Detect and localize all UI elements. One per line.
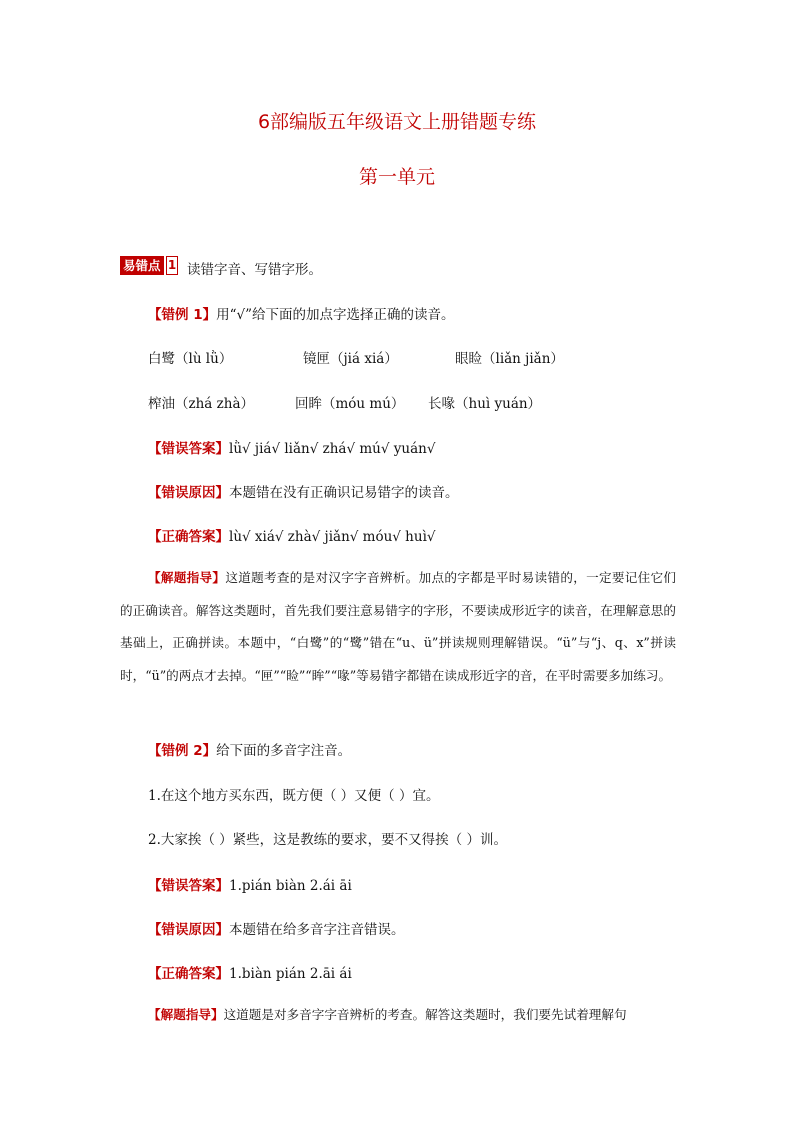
example-1-correct-answer [148, 525, 436, 545]
wrong-reason-label: 【错误原因】 [148, 485, 229, 501]
wrong-answer-label: 【错误答案】 [148, 441, 229, 457]
correct-answer-text: 1.biàn pián 2.āi ái [229, 966, 352, 982]
example-2-question: 给下面的多音字注音。 [216, 743, 352, 759]
pinyin-item: 回眸（móu mú） [295, 396, 405, 412]
pinyin-row-1 [148, 347, 564, 367]
correct-answer-label: 【正确答案】 [148, 966, 229, 982]
example-2-heading [148, 739, 351, 759]
pinyin-item: 眼睑（liǎn jiǎn） [455, 351, 564, 367]
pinyin-item: 榨油（zhá zhà） [148, 396, 255, 412]
example-2-wrong-answer [148, 874, 352, 894]
example-2-label: 【错例 2】 [148, 743, 217, 759]
wrong-reason-label: 【错误原因】 [148, 922, 229, 938]
guide-text: 这道题是对多音字字音辨析的考查。解答这类题时，我们要先试着理解句 [223, 1007, 627, 1022]
wrong-answer-text: lǜ√ jiá√ liǎn√ zhá√ mú√ yuán√ [229, 441, 436, 457]
example-1-guide [120, 562, 676, 692]
example-2-wrong-reason [148, 918, 405, 938]
example-2-guide [120, 999, 676, 1032]
guide-label: 【解题指导】 [148, 570, 226, 585]
error-point-text: 读错字音、写错字形。 [187, 262, 322, 278]
error-point-tag: 易错点 [120, 256, 164, 275]
guide-label: 【解题指导】 [148, 1007, 224, 1022]
question-1: 1.在这个地方买东西，既方便（ ）又便（ ）宜。 [148, 788, 440, 804]
wrong-answer-label: 【错误答案】 [148, 878, 229, 894]
example-1-wrong-reason [148, 481, 459, 501]
document-title: 6部编版五年级语文上册错题专练 [257, 111, 537, 133]
pinyin-item: 镜匣（jiá xiá） [303, 351, 398, 367]
error-point-number: 1 [166, 256, 178, 275]
example-1-heading [148, 303, 455, 323]
pinyin-item: 白鹭（lù lǜ） [148, 351, 233, 367]
example-1-wrong-answer [148, 437, 435, 457]
example-1-label: 【错例 1】 [148, 307, 217, 323]
unit-title: 第一单元 [358, 166, 435, 188]
question-2: 2.大家挨（ ）紧些，这是教练的要求，要不又得挨（ ）训。 [148, 832, 507, 848]
example-2-correct-answer [148, 962, 352, 982]
wrong-reason-text: 本题错在给多音字注音错误。 [229, 922, 405, 938]
pinyin-row-2 [148, 392, 541, 412]
pinyin-item: 长喙（huì yuán） [428, 396, 542, 412]
guide-text: 这道题考查的是对汉字字音辨析。加点的字都是平时易读错的，一定要记住它们的正确读音。解答这类题时，首先我们要注意易错字的字形，不要读成形近字的读音，在理解意思的基础上，正确拼读。本题中，“白鹭”的“鹭”错在“u、ü”拼读规则理解错误。“ü”与“j、q、x”拼读时，“ü”的两点才去掉。“匣”“睑”“眸”“喙”等易错字都错在读成形近字的音，在平时需要多加练习。 [120, 570, 677, 683]
example-1-question: 用“√”给下面的加点字选择正确的读音。 [216, 307, 455, 323]
correct-answer-text: lù√ xiá√ zhà√ jiǎn√ móu√ huì√ [229, 529, 436, 545]
wrong-answer-text: 1.pián biàn 2.ái āi [229, 878, 352, 894]
wrong-reason-text: 本题错在没有正确识记易错字的读音。 [229, 485, 459, 501]
correct-answer-label: 【正确答案】 [148, 529, 229, 545]
